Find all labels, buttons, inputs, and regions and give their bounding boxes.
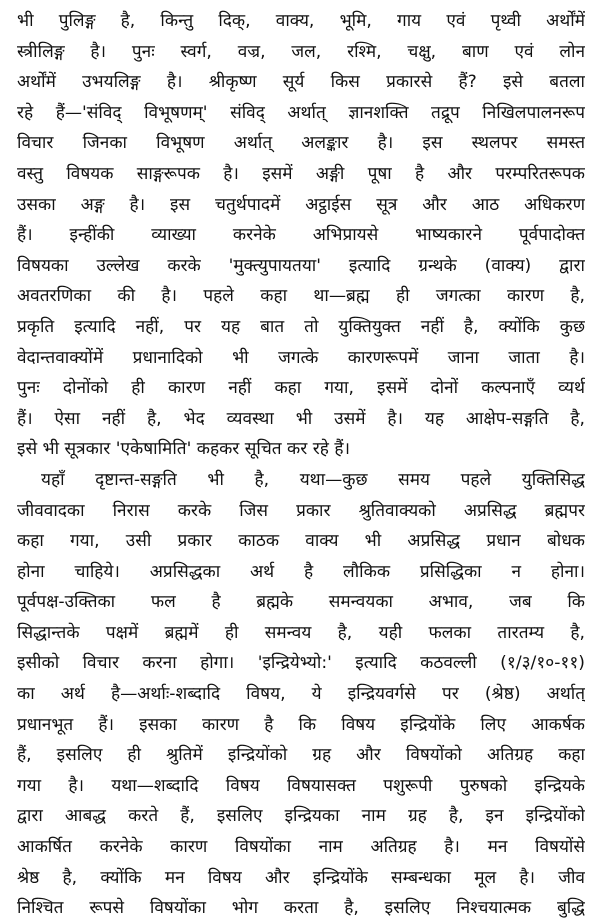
text-line: गया है। यथा—शब्दादि विषय विषयासक्त पशुरूपी पुरुषको इन्द्रियके: [17, 775, 585, 796]
text-line: प्रकृति इत्यादि नहीं, पर यह बात तो युक्तियुक्त नहीं है, क्योंकि कुछ: [17, 316, 585, 337]
text-line: हैं, इसलिए ही श्रुतिमें इन्द्रियोंको ग्रह और विषयोंको अतिग्रह कहा: [17, 745, 585, 766]
text-line: स्त्रीलिङ्ग है। पुनः स्वर्ग, वज्र, जल, रश्मि, चक्षु, बाण एवं लोन: [17, 41, 585, 62]
text-line: अवतरणिका की है। पहले कहा था—ब्रह्म ही जगत्का कारण है,: [17, 286, 585, 307]
text-line: यहाँ दृष्टान्त-सङ्गति भी है, यथा—कुछ समय पहले युक्तिसिद्ध: [41, 469, 585, 490]
text-line: प्रधानभूत हैं। इसका कारण है कि विषय इन्द्रियोंके लिए आकर्षक: [17, 714, 585, 735]
text-line: कहा गया, उसी प्रकार काठक वाक्य भी अप्रसिद्ध प्रधान बोधक: [17, 531, 585, 552]
text-line: होना चाहिये। अप्रसिद्धका अर्थ है लौकिक प्रसिद्धिका न होना।: [17, 561, 585, 582]
text-line: इसे भी सूत्रकार 'एकेषामिति' कहकर सूचित कर रहे हैं।: [17, 439, 350, 460]
text-line: आकर्षित करनेके कारण विषयोंका नाम अतिग्रह है। मन विषयोंसे: [17, 837, 585, 858]
text-line: इसीको विचार करना होगा। 'इन्द्रियेभ्यो:' इत्यादि कठवल्ली (१/३/१०-११): [17, 653, 585, 674]
text-line: द्वारा आबद्ध करते हैं, इसलिए इन्द्रियका नाम ग्रह है, इन इन्द्रियोंको: [17, 806, 585, 827]
text-line: पूर्वपक्ष-उक्तिका फल है ब्रह्मके समन्वयका अभाव, जब कि: [17, 592, 585, 613]
text-line: वस्तु विषयक साङ्गरूपक है। इसमें अङ्गी पूषा है और परम्परितरूपक: [17, 163, 585, 184]
text-line: विचार जिनका विभूषण अर्थात् अलङ्कार है। इस स्थलपर समस्त: [17, 133, 585, 154]
text-line: अर्थोंमें उभयलिङ्ग है। श्रीकृष्ण सूर्य किस प्रकारसे हैं? इसे बतला: [17, 72, 585, 93]
text-line: रहे हैं—'संविद् विभूषणम्' संविद् अर्थात् ज्ञानशक्ति तद्रूप निखिलपालनरूप: [17, 102, 585, 123]
paragraph: [17, 465, 585, 924]
text-line: जीववादका निरास करके जिस प्रकार श्रुतिवाक्यको अप्रसिद्ध ब्रह्मपर: [17, 500, 585, 521]
text-line: पुनः दोनोंको ही कारण नहीं कहा गया, इसमें दोनों कल्पनाएँ व्यर्थ: [17, 378, 585, 399]
text-line: श्रेष्ठ है, क्योंकि मन विषय और इन्द्रियोंके सम्बन्धका मूल है। जीव: [17, 867, 585, 888]
text-line: हैं। इन्हींकी व्याख्या करनेके अभिप्रायसे भाष्यकारने पूर्वपादोक्त: [17, 225, 585, 246]
text-line: सिद्धान्तके पक्षमें ब्रह्ममें ही समन्वय है, यही फलका तारतम्य है,: [17, 622, 585, 643]
paragraph: [17, 6, 585, 465]
text-line: वेदान्तवाक्योंमें प्रधानादिको भी जगत्के कारणरूपमें जाना जाता है।: [17, 347, 585, 368]
text-line: उसका अङ्ग है। इस चतुर्थपादमें अट्ठाईस सूत्र और आठ अधिकरण: [17, 194, 585, 215]
text-line: का अर्थ है—अर्थाः-शब्दादि विषय, ये इन्द्रियवर्गसे पर (श्रेष्ठ) अर्थात्: [17, 684, 585, 705]
text-line: निश्चित रूपसे विषयोंका भोग करता है, इसलिए निश्चयात्मक बुद्धि: [17, 898, 585, 919]
text-line: विषयका उल्लेख करके 'मुक्त्युपायतया' इत्यादि ग्रन्थके (वाक्य) द्वारा: [17, 255, 585, 276]
text-line: हैं। ऐसा नहीं है, भेद व्यवस्था भी उसमें है। यह आक्षेप-सङ्गति है,: [17, 408, 585, 429]
text-line: भी पुलिङ्ग है, किन्तु दिक्, वाक्य, भूमि, गाय एवं पृथ्वी अर्थोंमें: [17, 11, 585, 31]
